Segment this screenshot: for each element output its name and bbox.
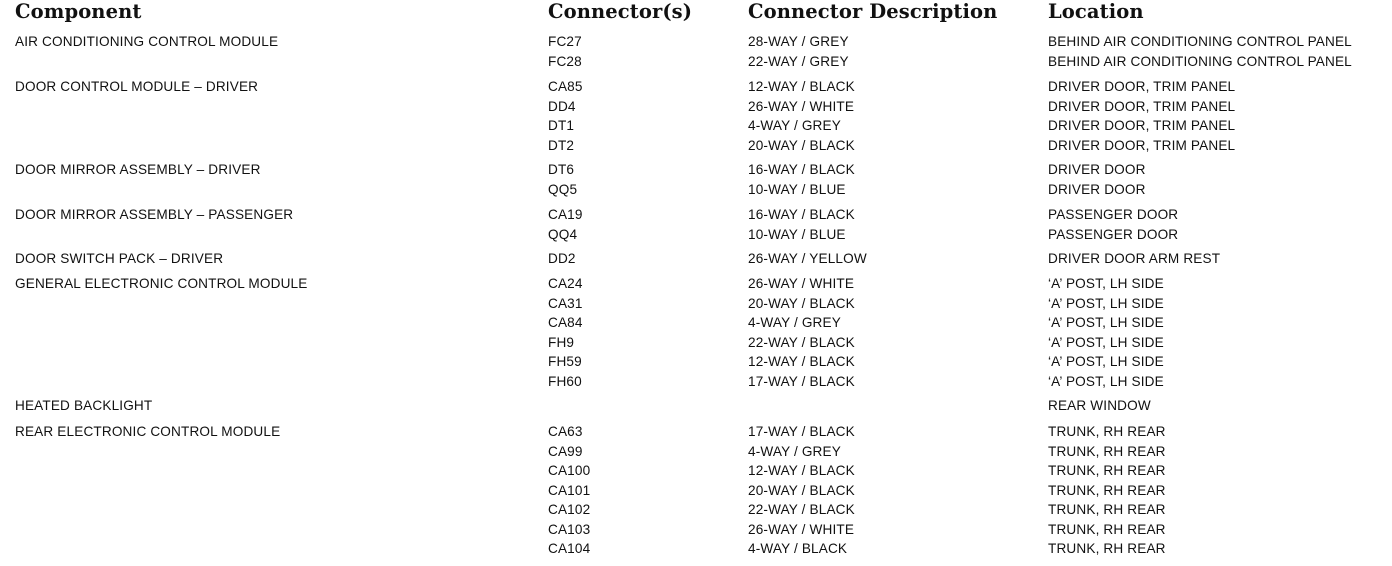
connector-id: DT1 <box>548 118 575 133</box>
component-name: DOOR SWITCH PACK – DRIVER <box>15 251 224 266</box>
connector-id: CA84 <box>548 315 583 330</box>
connector-description: 22-WAY / BLACK <box>748 334 855 350</box>
connector-description: 4-WAY / BLACK <box>748 541 848 556</box>
connector-location: TRUNK, RH REAR <box>1048 482 1166 498</box>
connector-description: 20-WAY / BLACK <box>748 482 855 498</box>
header-component: Component <box>15 0 142 23</box>
connector-description: 17-WAY / BLACK <box>748 424 855 439</box>
connector-description: 4-WAY / GREY <box>748 315 841 330</box>
connector-id: FH9 <box>548 334 575 350</box>
connector-id: CA99 <box>548 443 583 459</box>
connector-location: ‘A’ POST, LH SIDE <box>1048 334 1164 350</box>
connector-id: DT2 <box>548 137 575 153</box>
connector-description: 20-WAY / BLACK <box>748 137 855 153</box>
connector-description: 4-WAY / GREY <box>748 443 841 459</box>
connector-id: CA63 <box>548 424 583 439</box>
header-connector-description: Connector Description <box>748 0 998 23</box>
connector-description: 16-WAY / BLACK <box>748 207 855 222</box>
connector-description: 22-WAY / BLACK <box>748 502 855 517</box>
connector-id: FH60 <box>548 373 582 389</box>
connector-id: FC27 <box>548 34 582 49</box>
connector-location: TRUNK, RH REAR <box>1048 521 1166 537</box>
connector-location: BEHIND AIR CONDITIONING CONTROL PANEL <box>1048 34 1352 49</box>
connector-location: PASSENGER DOOR <box>1048 226 1179 242</box>
connector-description: 26-WAY / WHITE <box>748 276 855 291</box>
connector-id: DD2 <box>548 251 576 266</box>
connector-id: CA24 <box>548 276 583 291</box>
connector-id: CA85 <box>548 79 583 94</box>
connector-location: DRIVER DOOR, TRIM PANEL <box>1048 79 1236 94</box>
header-connectors: Connector(s) <box>548 0 693 23</box>
connector-location: ‘A’ POST, LH SIDE <box>1048 295 1164 311</box>
connector-location: REAR WINDOW <box>1048 398 1151 413</box>
connector-description: 10-WAY / BLUE <box>748 181 846 197</box>
connector-location: ‘A’ POST, LH SIDE <box>1048 276 1164 291</box>
component-name: DOOR MIRROR ASSEMBLY – DRIVER <box>15 162 261 177</box>
connector-location: TRUNK, RH REAR <box>1048 541 1166 556</box>
connector-id: CA101 <box>548 482 591 498</box>
connector-description: 26-WAY / WHITE <box>748 98 855 114</box>
connector-id: FC28 <box>548 53 582 69</box>
connector-description: 17-WAY / BLACK <box>748 373 855 389</box>
connector-id: CA100 <box>548 463 591 478</box>
connector-id: CA31 <box>548 295 583 311</box>
component-name: DOOR CONTROL MODULE – DRIVER <box>15 79 259 94</box>
connector-description: 20-WAY / BLACK <box>748 295 855 311</box>
connector-id: DT6 <box>548 162 575 177</box>
connector-location: TRUNK, RH REAR <box>1048 424 1166 439</box>
component-name: REAR ELECTRONIC CONTROL MODULE <box>15 424 281 439</box>
connector-id: FH59 <box>548 354 582 369</box>
header-location: Location <box>1048 0 1144 23</box>
connector-location: DRIVER DOOR, TRIM PANEL <box>1048 98 1236 114</box>
connector-id: CA102 <box>548 502 591 517</box>
connector-description: 26-WAY / WHITE <box>748 521 855 537</box>
connector-location: ‘A’ POST, LH SIDE <box>1048 315 1164 330</box>
connector-location: DRIVER DOOR <box>1048 162 1146 177</box>
connector-id: CA103 <box>548 521 591 537</box>
connector-description: 12-WAY / BLACK <box>748 463 855 478</box>
connector-description: 16-WAY / BLACK <box>748 162 855 177</box>
component-name: GENERAL ELECTRONIC CONTROL MODULE <box>15 276 308 291</box>
component-name: DOOR MIRROR ASSEMBLY – PASSENGER <box>15 207 294 222</box>
connector-description: 28-WAY / GREY <box>748 34 849 49</box>
connector-description: 12-WAY / BLACK <box>748 354 855 369</box>
component-name: HEATED BACKLIGHT <box>15 398 153 413</box>
connector-location: DRIVER DOOR, TRIM PANEL <box>1048 137 1236 153</box>
connector-id: CA104 <box>548 541 591 556</box>
connector-location: DRIVER DOOR ARM REST <box>1048 251 1221 266</box>
connector-description: 26-WAY / YELLOW <box>748 251 867 266</box>
connector-location: TRUNK, RH REAR <box>1048 502 1166 517</box>
connector-description: 10-WAY / BLUE <box>748 226 846 242</box>
connector-location: DRIVER DOOR <box>1048 181 1146 197</box>
connector-id: QQ5 <box>548 181 578 197</box>
connector-description: 22-WAY / GREY <box>748 53 849 69</box>
connector-location: TRUNK, RH REAR <box>1048 463 1166 478</box>
connector-id: CA19 <box>548 207 583 222</box>
component-name: AIR CONDITIONING CONTROL MODULE <box>15 34 279 49</box>
connector-location: ‘A’ POST, LH SIDE <box>1048 373 1164 389</box>
connector-description: 12-WAY / BLACK <box>748 79 855 94</box>
connector-location: TRUNK, RH REAR <box>1048 443 1166 459</box>
connector-location: DRIVER DOOR, TRIM PANEL <box>1048 118 1236 133</box>
connector-description: 4-WAY / GREY <box>748 118 841 133</box>
connector-id: QQ4 <box>548 226 578 242</box>
connector-location: PASSENGER DOOR <box>1048 207 1179 222</box>
connector-id: DD4 <box>548 98 576 114</box>
connector-location: ‘A’ POST, LH SIDE <box>1048 354 1164 369</box>
connector-location: BEHIND AIR CONDITIONING CONTROL PANEL <box>1048 53 1352 69</box>
